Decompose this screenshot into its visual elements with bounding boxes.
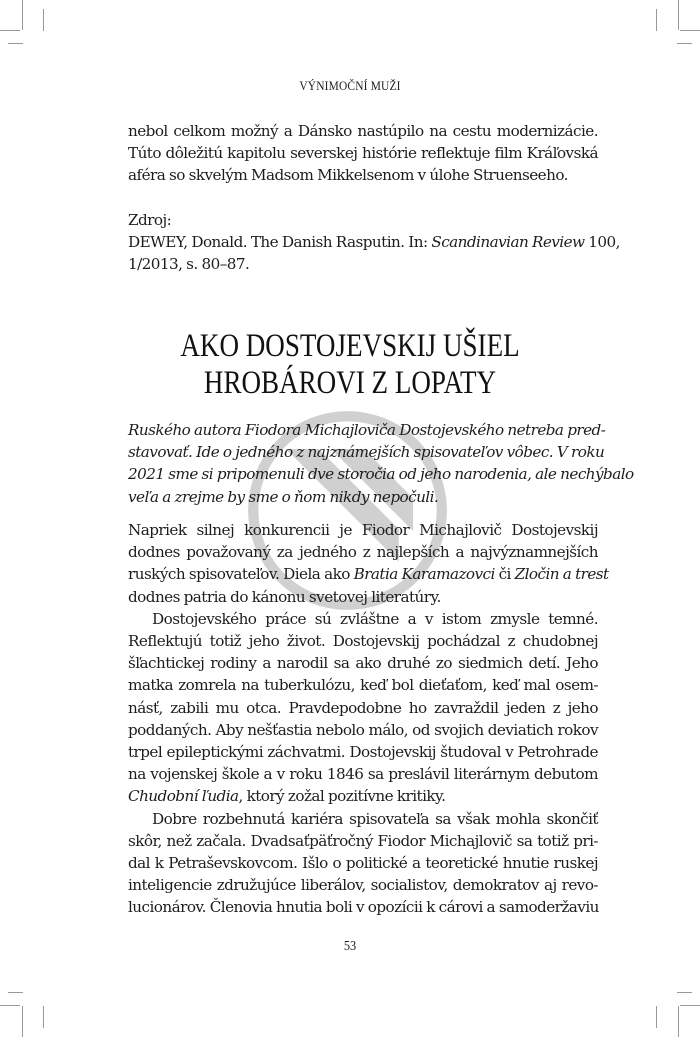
crop-mark-bottom-left-h1: [0, 1005, 20, 1006]
citation-line-2: 1/2013, s. 80–87.: [128, 255, 250, 274]
body-line: poddaných. Aby nešťastia nebolo málo, od svojich deviatich rokov: [128, 720, 598, 739]
crop-mark-bottom-right-v1: [678, 1006, 679, 1037]
body-text: , ktorý zožal pozitívne kritiky.: [238, 787, 446, 806]
lead-line: Ruského autora Fiodora Michajloviča Dostojevského netreba pred-: [128, 421, 606, 439]
body-line: trpel epileptickými záchvatmi. Dostojevskij študoval v Petrohrade: [128, 743, 598, 762]
body-line: inteligencie združujúce liberálov, socialistov, demokratov aj revo-: [128, 876, 598, 895]
citation-journal: Scandinavian Review: [431, 233, 585, 252]
body-line: Napriek silnej konkurencii je Fiodor Michajlovič Dostojevskij: [128, 521, 598, 539]
article-title: [63, 328, 637, 402]
body-line: na vojenskej škole a v roku 1846 sa preslávil literárnym debutom: [128, 765, 598, 784]
crop-mark-bottom-right-v2: [656, 1006, 657, 1028]
source-block: [128, 209, 620, 276]
title-line: HROBÁROVI Z LOPATY: [203, 365, 497, 401]
body-line: dodnes patria do kánonu svetovej literatúry.: [128, 587, 441, 606]
text-line: aféra so skvelým Madsom Mikkelsenom v úlohe Struenseeho.: [128, 166, 568, 185]
book-title-karamazov: Bratia Karamazovci: [353, 565, 495, 584]
text-line: Túto dôležitú kapitolu severskej histórie reflektuje film Kráľovská: [128, 144, 598, 163]
body-line: [128, 785, 598, 807]
crop-mark-top-left-h1: [0, 30, 20, 31]
lead-line: veľa a zrejme by sme o ňom nikdy nepočuli.: [128, 487, 439, 506]
crop-mark-top-left-v2: [43, 9, 44, 31]
citation-volume: 100,: [584, 233, 620, 252]
citation-line-1: [128, 231, 620, 253]
lead-line: stavovať. Ide o jedného z najznámejších spisovateľov vôbec. V roku: [128, 443, 605, 462]
crop-mark-bottom-left-h2: [8, 992, 23, 993]
body-line: šľachtickej rodiny a narodil sa ako druhé zo siedmich detí. Jeho: [128, 654, 598, 673]
article-body: [128, 519, 609, 919]
body-line: násť, zabili mu otca. Pravdepodobne ho zavraždil jeden z jeho: [128, 698, 598, 717]
source-label: Zdroj:: [128, 211, 172, 229]
crop-mark-top-right-h1: [680, 30, 700, 31]
crop-mark-bottom-right-h1: [680, 1005, 700, 1006]
crop-mark-bottom-left-v1: [22, 1006, 23, 1037]
crop-mark-bottom-left-v2: [43, 1006, 44, 1028]
crop-mark-top-right-v2: [656, 9, 657, 31]
lead-line: 2021 sme si pripomenuli dve storočia od jeho narodenia, ale nechýbalo: [128, 465, 634, 484]
book-title-crime: Zločin a trest: [514, 565, 609, 584]
crop-mark-top-left-h2: [8, 43, 23, 44]
body-line: [128, 563, 609, 585]
crop-mark-top-right-h2: [677, 43, 692, 44]
title-line: AKO DOSTOJEVSKIJ UŠIEL: [180, 328, 520, 364]
body-line: Dobre rozbehnutá kariéra spisovateľa sa však mohla skončiť: [152, 809, 598, 828]
body-line: lucionárov. Členovia hnutia boli v opozícii k cárovi a samoderžaviu: [128, 898, 599, 917]
citation-text: DEWEY, Donald. The Danish Rasputin. In:: [128, 233, 432, 252]
article-lead: [128, 419, 634, 508]
book-title-poor-folk: Chudobní ľudia: [128, 787, 239, 806]
running-head: VÝNIMOČNÍ MUŽI: [299, 78, 401, 93]
crop-mark-top-right-v1: [678, 0, 679, 30]
body-text: či: [494, 565, 515, 584]
crop-mark-top-left-v1: [22, 0, 23, 30]
body-text: ruských spisovateľov. Diela ako: [128, 565, 354, 584]
crop-mark-bottom-right-h2: [677, 992, 692, 993]
body-line: dodnes považovaný za jedného z najlepších a najvýznamnejších: [128, 543, 598, 562]
page-number: 53: [343, 939, 357, 954]
body-line: skôr, než začala. Dvadsaťpäťročný Fiodor Michajlovič sa totiž pri-: [128, 831, 598, 850]
body-line: Reflektujú totiž jeho život. Dostojevskij pochádzal z chudobnej: [128, 632, 598, 651]
body-line: dal k Petraševskovcom. Išlo o politické a teoretické hnutie ruskej: [128, 854, 598, 873]
text-line: nebol celkom možný a Dánsko nastúpilo na cestu modernizácie.: [128, 122, 598, 140]
previous-article-ending: [128, 120, 598, 187]
body-line: Dostojevského práce sú zvláštne a v istom zmysle temné.: [152, 609, 598, 628]
body-line: matka zomrela na tuberkulózu, keď bol dieťaťom, keď mal osem-: [128, 676, 598, 695]
